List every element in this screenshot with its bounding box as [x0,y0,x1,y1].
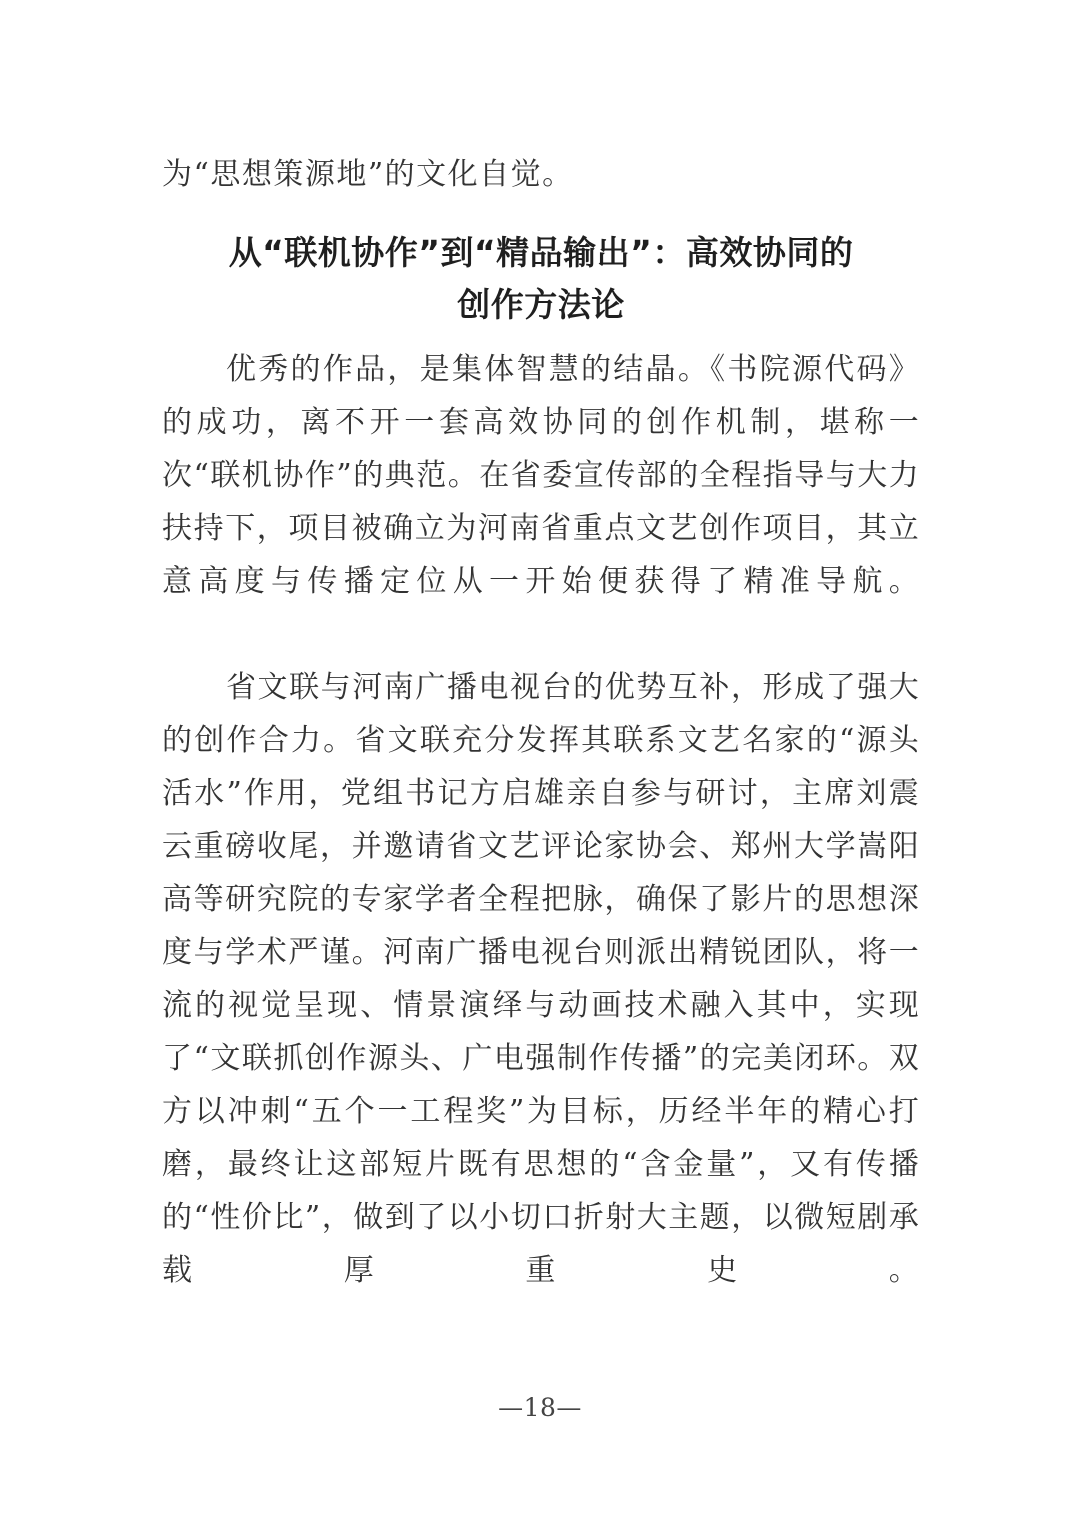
body-paragraph: 优秀的作品，是集体智慧的结晶。《书院源代码》的成功，离不开一套高效协同的创作机制，堪称一次“联机协作”的典范。在省委宣传部的全程指导与大力扶持下，项目被确立为河南省重点文艺创作项目，其立意高度与传播定位从一开始便获得了精准导航。 [162,352,920,599]
page-number: —18— [498,1393,582,1422]
section-heading [162,227,920,331]
page-content [162,148,920,1350]
section-heading-line-1: 从“联机协作”到“精品输出”：高效协同的 [228,233,854,272]
continuation-line: 为“思想策源地”的文化自觉。 [162,157,574,192]
section-heading-line-2: 创作方法论 [457,285,625,324]
body-paragraph: 省文联与河南广播电视台的优势互补，形成了强大的创作合力。省文联充分发挥其联系文艺名家的“源头活水”作用，党组书记方启雄亲自参与研讨，主席刘震云重磅收尾，并邀请省文艺评论家协会、郑州大学嵩阳高等研究院的专家学者全程把脉，确保了影片的思想深度与学术严谨。河南广播电视台则派出精锐团队，将一流的视觉呈现、情景演绎与动画技术融入其中，实现了“文联抓创作源头、广电强制作传播”的完美闭环。双方以冲刺“五个一工程奖”为目标，历经半年的精心打磨，最终让这部短片既有思想的“含金量”，又有传播的“性价比”，做到了以小切口折射大主题，以微短剧承载厚重史。 [162,670,920,1288]
